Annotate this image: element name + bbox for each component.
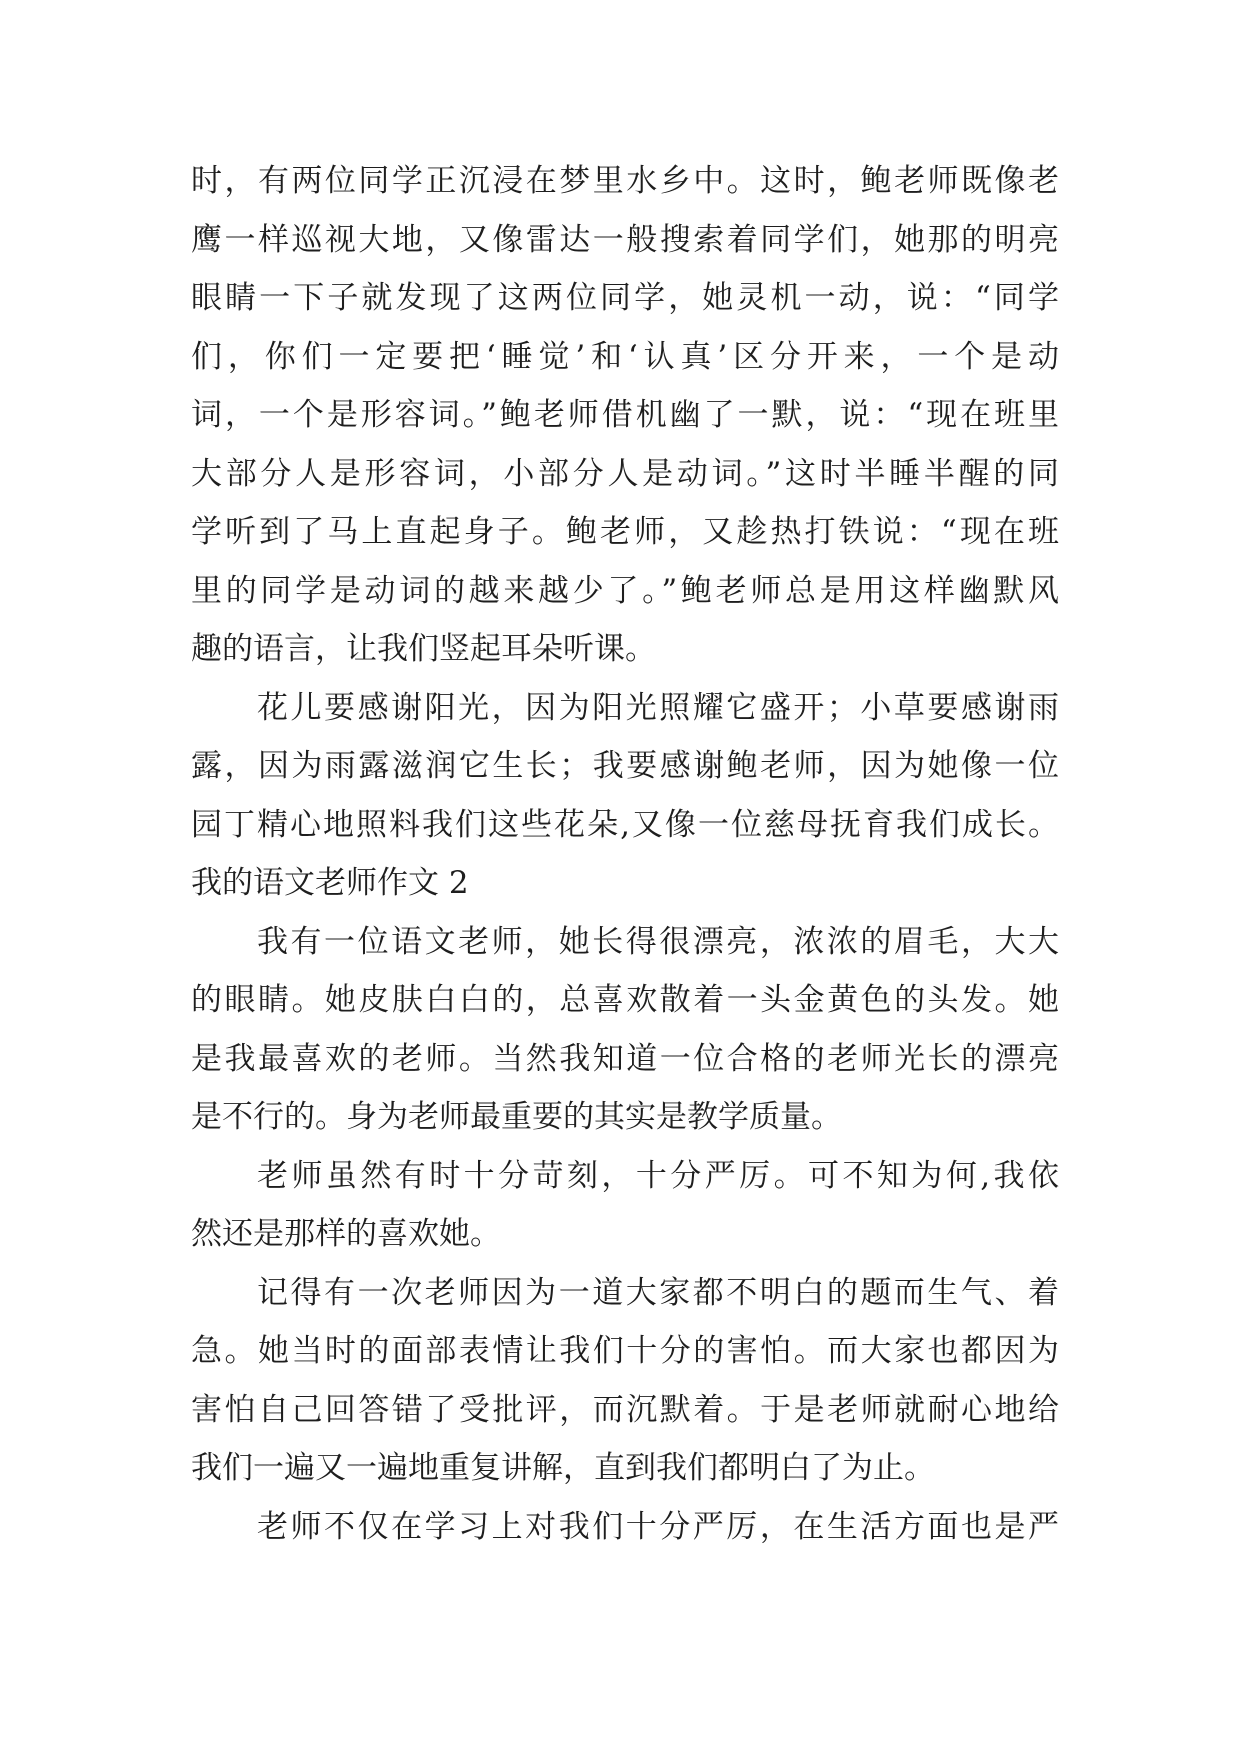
text-line: 急。她当时的面部表情让我们十分的害怕。而大家也都因为 bbox=[191, 1333, 1059, 1369]
text-line: 学听到了马上直起身子。鲍老师，又趁热打铁说：“现在班 bbox=[191, 514, 1059, 550]
paragraph-first-line: 记得有一次老师因为一道大家都不明白的题而生气、着 bbox=[257, 1274, 1059, 1311]
text-line: 词，一个是形容词。”鲍老师借机幽了一默，说：“现在班里 bbox=[191, 397, 1059, 433]
paragraph-first-line: 老师不仅在学习上对我们十分严厉，在生活方面也是严 bbox=[257, 1508, 1059, 1545]
text-line: 趣的语言，让我们竖起耳朵听课。 bbox=[191, 631, 656, 667]
text-line: 眼睛一下子就发现了这两位同学，她灵机一动，说：“同学 bbox=[191, 280, 1059, 316]
section-heading: 我的语文老师作文 2 bbox=[191, 865, 469, 901]
text-line: 是不行的。身为老师最重要的其实是教学质量。 bbox=[191, 1099, 842, 1135]
paragraph-first-line: 老师虽然有时十分苛刻，十分严厉。可不知为何,我依 bbox=[257, 1157, 1059, 1194]
text-line: 鹰一样巡视大地，又像雷达一般搜索着同学们，她那的明亮 bbox=[191, 221, 1059, 258]
text-line: 害怕自己回答错了受批评，而沉默着。于是老师就耐心地给 bbox=[191, 1391, 1059, 1428]
text-line: 的眼睛。她皮肤白白的，总喜欢散着一头金黄色的头发。她 bbox=[191, 982, 1059, 1018]
text-line: 时，有两位同学正沉浸在梦里水乡中。这时，鲍老师既像老 bbox=[191, 163, 1059, 199]
text-line: 里的同学是动词的越来越少了。”鲍老师总是用这样幽默风 bbox=[191, 572, 1059, 609]
text-line: 们，你们一定要把‘睡觉’和‘认真’区分开来，一个是动 bbox=[191, 338, 1059, 375]
document-body bbox=[191, 152, 1059, 1556]
text-line: 是我最喜欢的老师。当然我知道一位合格的老师光长的漂亮 bbox=[191, 1040, 1059, 1077]
text-line: 露，因为雨露滋润它生长；我要感谢鲍老师，因为她像一位 bbox=[191, 748, 1059, 784]
paragraph-first-line: 我有一位语文老师，她长得很漂亮，浓浓的眉毛，大大 bbox=[257, 923, 1059, 960]
text-line: 大部分人是形容词，小部分人是动词。”这时半睡半醒的同 bbox=[191, 455, 1059, 492]
text-line: 园丁精心地照料我们这些花朵,又像一位慈母抚育我们成长。 bbox=[191, 806, 1059, 843]
text-line: 然还是那样的喜欢她。 bbox=[191, 1216, 501, 1252]
text-line: 我们一遍又一遍地重复讲解，直到我们都明白了为止。 bbox=[191, 1450, 935, 1486]
paragraph-first-line: 花儿要感谢阳光，因为阳光照耀它盛开；小草要感谢雨 bbox=[257, 689, 1059, 726]
